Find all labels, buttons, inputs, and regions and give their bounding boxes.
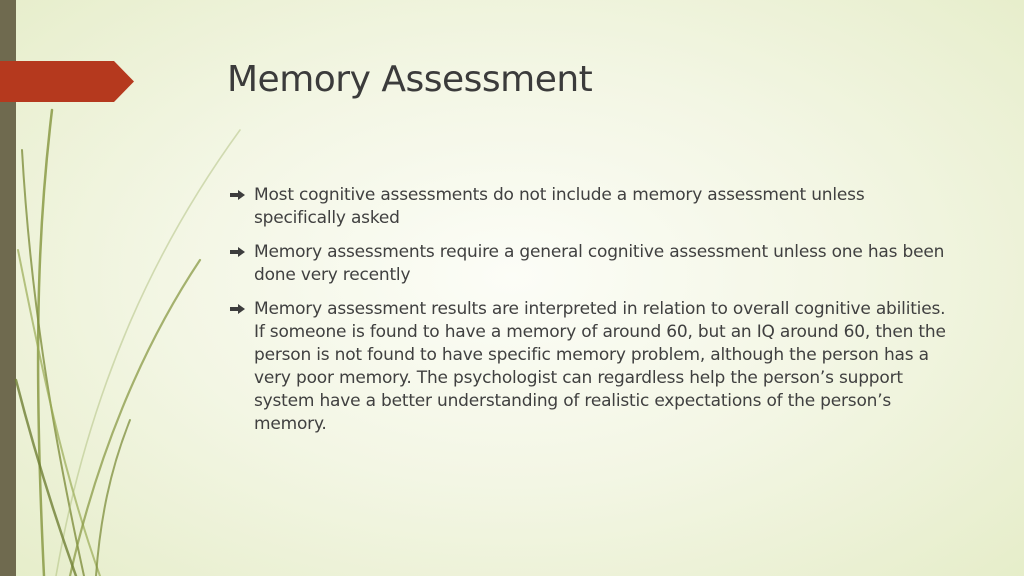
title-accent-tab (0, 61, 134, 102)
bullet-item (230, 298, 960, 436)
slide-title: Memory Assessment (227, 59, 593, 100)
bullet-list (230, 184, 960, 447)
bullet-item (230, 184, 960, 230)
bullet-item (230, 241, 960, 287)
bullet-text: Most cognitive assessments do not include a memory assessment unless specifically asked (254, 185, 865, 228)
arrow-bullet-icon (230, 304, 245, 314)
bullet-text: Memory assessments require a general cognitive assessment unless one has been done very recently (254, 242, 945, 285)
arrow-bullet-icon (230, 190, 245, 200)
arrow-bullet-icon (230, 247, 245, 257)
bullet-text: Memory assessment results are interpreted in relation to overall cognitive abilities. If someone is found to have a memory of around 60, but an IQ around 60, then the person is not found to have specific memory problem, although the person has a very poor memory. The psychologist can regardless help the person’s support system have a better understanding of realistic expectations of the person’s memory. (254, 299, 946, 434)
